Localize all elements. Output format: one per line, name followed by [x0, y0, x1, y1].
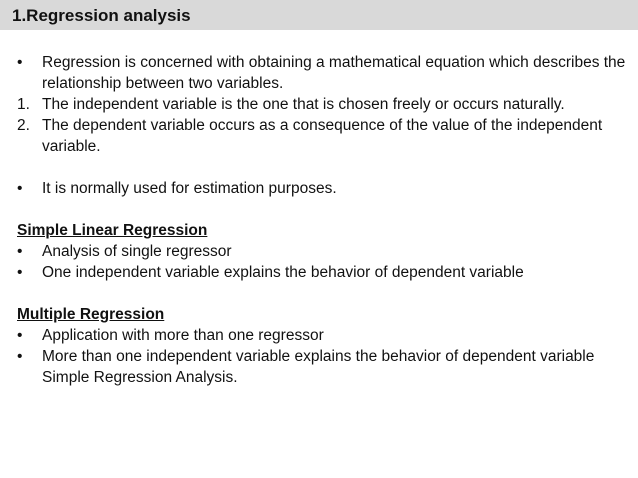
title-bar [0, 0, 638, 30]
bullet-marker: • [17, 327, 23, 344]
bullet-marker: • [17, 348, 23, 365]
spacer [17, 199, 627, 220]
simple-item-text: One independent variable explains the behavior of dependent variable [42, 264, 524, 281]
multiple-item [17, 346, 627, 388]
multiple-item-text: Application with more than one regressor [42, 327, 324, 344]
spacer [17, 157, 627, 178]
simple-item [17, 262, 627, 283]
simple-regression-heading: Simple Linear Regression [17, 222, 208, 239]
simple-item-text: Analysis of single regressor [42, 243, 232, 260]
intro-item-text: The dependent variable occurs as a consequence of the value of the independent variable. [42, 117, 603, 155]
bullet-marker: • [17, 54, 23, 71]
multiple-regression-heading: Multiple Regression [17, 306, 165, 323]
usage-item [17, 178, 627, 199]
slide-content [17, 52, 627, 388]
bullet-marker: • [17, 180, 23, 197]
intro-item-text: Regression is concerned with obtaining a mathematical equation which describes the relationship between two variables. [42, 54, 626, 92]
multiple-item [17, 325, 627, 346]
simple-item [17, 241, 627, 262]
intro-item [17, 52, 627, 94]
intro-item [17, 94, 627, 115]
intro-item [17, 115, 627, 157]
number-marker: 1. [17, 96, 30, 113]
number-marker: 2. [17, 117, 30, 134]
multiple-item-text: More than one independent variable explains the behavior of dependent variable Simple Regression Analysis. [42, 348, 595, 386]
bullet-marker: • [17, 264, 23, 281]
slide-title: 1.Regression analysis [12, 6, 191, 25]
bullet-marker: • [17, 243, 23, 260]
intro-item-text: The independent variable is the one that is chosen freely or occurs naturally. [42, 96, 565, 113]
usage-item-text: It is normally used for estimation purposes. [42, 180, 337, 197]
spacer [17, 283, 627, 304]
